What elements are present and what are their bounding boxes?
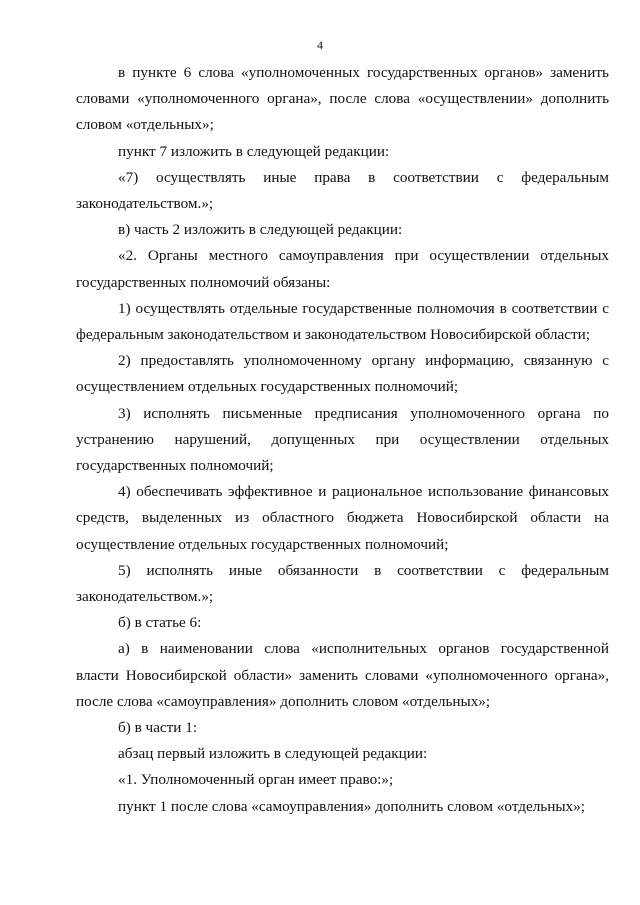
paragraph-10: 5) исполнять иные обязанности в соответствии с федеральным законодательством.»; xyxy=(76,561,609,606)
paragraph-9: 4) обеспечивать эффективное и рациональное использование финансовых средств, выделенных из областного бюджета Новосибирской области на осуществление отдельных государственных полномочий; xyxy=(76,483,609,553)
paragraph-6: 1) осуществлять отдельные государственные полномочия в соответствии с федеральным законодательством и законодательством Новосибирской области; xyxy=(76,299,609,344)
paragraph-13: б) в части 1: xyxy=(118,719,198,737)
paragraph-3: «7) осуществлять иные права в соответствии с федеральным законодательством.»; xyxy=(76,168,609,213)
page-number: 4 xyxy=(317,38,323,52)
document-body xyxy=(76,60,609,820)
paragraph-14: абзац первый изложить в следующей редакции: xyxy=(118,745,428,763)
paragraph-8: 3) исполнять письменные предписания уполномоченного органа по устранению нарушений, допущенных при осуществлении отдельных государственных полномочий; xyxy=(76,404,609,475)
paragraph-15: «1. Уполномоченный орган имеет право:»; xyxy=(118,771,394,789)
paragraph-7: 2) предоставлять уполномоченному органу информацию, связанную с осуществлением отдельных государственных полномочий; xyxy=(76,352,609,396)
paragraph-5: «2. Органы местного самоуправления при осуществлении отдельных государственных полномочий обязаны: xyxy=(76,247,609,291)
paragraph-11: б) в статье 6: xyxy=(118,614,202,632)
paragraph-12: а) в наименовании слова «исполнительных органов государственной власти Новосибирской области» заменить словами «уполномоченного органа», после слова «самоуправления» дополнить словом «отдельных»; xyxy=(76,640,609,710)
paragraph-2: пункт 7 изложить в следующей редакции: xyxy=(118,142,390,160)
paragraph-16: пункт 1 после слова «самоуправления» дополнить словом «отдельных»; xyxy=(118,797,585,815)
paragraph-4: в) часть 2 изложить в следующей редакции: xyxy=(118,221,403,239)
paragraph-1: в пункте 6 слова «уполномоченных государственных органов» заменить словами «уполномоченного органа», после слова «осуществлении» дополнить словом «отдельных»; xyxy=(76,64,609,134)
